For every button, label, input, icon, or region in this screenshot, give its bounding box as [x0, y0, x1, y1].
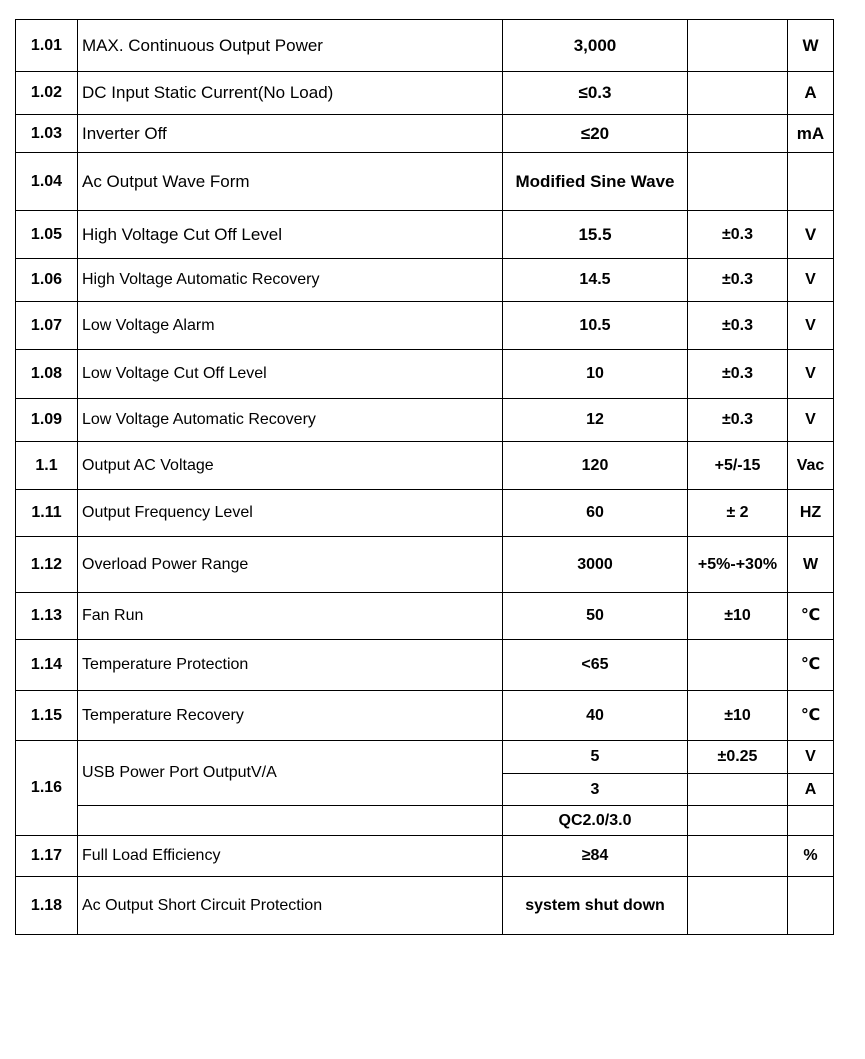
parameter-tolerance: [688, 115, 788, 153]
item-number: 1.01: [16, 20, 78, 72]
parameter-tolerance: [688, 640, 788, 691]
parameter-tolerance: ±0.25: [688, 741, 788, 774]
parameter-unit: V: [788, 741, 834, 774]
parameter-unit: V: [788, 399, 834, 442]
parameter-name: Low Voltage Cut Off Level: [78, 350, 503, 399]
parameter-unit: %: [788, 836, 834, 877]
parameter-value: ≤0.3: [503, 72, 688, 115]
table-row: [16, 490, 834, 537]
parameter-unit: ℃: [788, 691, 834, 741]
table-row: [16, 399, 834, 442]
parameter-unit: V: [788, 302, 834, 350]
spec-sheet: [15, 19, 834, 935]
item-number: 1.15: [16, 691, 78, 741]
parameter-name: MAX. Continuous Output Power: [78, 20, 503, 72]
table-row: [16, 442, 834, 490]
table-row: [16, 211, 834, 259]
parameter-value: Modified Sine Wave: [503, 153, 688, 211]
parameter-tolerance: [688, 836, 788, 877]
table-row: [16, 741, 834, 774]
item-number: 1.11: [16, 490, 78, 537]
parameter-name: Ac Output Wave Form: [78, 153, 503, 211]
table-row: [16, 691, 834, 741]
table-row: [16, 350, 834, 399]
parameter-value: 60: [503, 490, 688, 537]
parameter-name: Temperature Recovery: [78, 691, 503, 741]
parameter-name: Ac Output Short Circuit Protection: [78, 877, 503, 935]
spec-table-body: [16, 20, 834, 935]
parameter-value: 40: [503, 691, 688, 741]
parameter-unit: W: [788, 537, 834, 593]
parameter-value: 3: [503, 774, 688, 806]
item-number: 1.04: [16, 153, 78, 211]
item-number: 1.13: [16, 593, 78, 640]
parameter-name: Fan Run: [78, 593, 503, 640]
item-number: 1.14: [16, 640, 78, 691]
parameter-value: 10.5: [503, 302, 688, 350]
parameter-unit: V: [788, 211, 834, 259]
table-row: [16, 302, 834, 350]
parameter-tolerance: [688, 20, 788, 72]
parameter-tolerance: ±0.3: [688, 399, 788, 442]
parameter-name: Inverter Off: [78, 115, 503, 153]
table-row: [16, 259, 834, 302]
parameter-value: 10: [503, 350, 688, 399]
parameter-unit: V: [788, 259, 834, 302]
item-number: 1.16: [16, 741, 78, 836]
parameter-name: Low Voltage Automatic Recovery: [78, 399, 503, 442]
parameter-value: 3000: [503, 537, 688, 593]
parameter-tolerance: ±10: [688, 691, 788, 741]
parameter-name: High Voltage Cut Off Level: [78, 211, 503, 259]
parameter-name-empty: [78, 806, 503, 836]
parameter-value: 50: [503, 593, 688, 640]
parameter-tolerance: ±0.3: [688, 350, 788, 399]
parameter-tolerance: ±0.3: [688, 259, 788, 302]
parameter-value: <65: [503, 640, 688, 691]
parameter-value: 15.5: [503, 211, 688, 259]
item-number: 1.18: [16, 877, 78, 935]
parameter-tolerance: [688, 877, 788, 935]
parameter-unit: W: [788, 20, 834, 72]
table-row: [16, 153, 834, 211]
parameter-name: Overload Power Range: [78, 537, 503, 593]
parameter-tolerance: +5%-+30%: [688, 537, 788, 593]
item-number: 1.12: [16, 537, 78, 593]
parameter-name: Output AC Voltage: [78, 442, 503, 490]
item-number: 1.05: [16, 211, 78, 259]
parameter-tolerance: +5/-15: [688, 442, 788, 490]
table-row: [16, 115, 834, 153]
parameter-value: 5: [503, 741, 688, 774]
parameter-unit: A: [788, 774, 834, 806]
parameter-unit: Vac: [788, 442, 834, 490]
table-row: [16, 836, 834, 877]
parameter-tolerance: [688, 153, 788, 211]
parameter-tolerance: [688, 72, 788, 115]
table-row: [16, 806, 834, 836]
parameter-name: High Voltage Automatic Recovery: [78, 259, 503, 302]
parameter-unit: HZ: [788, 490, 834, 537]
parameter-tolerance: ± 2: [688, 490, 788, 537]
parameter-unit: V: [788, 350, 834, 399]
item-number: 1.1: [16, 442, 78, 490]
parameter-name: Output Frequency Level: [78, 490, 503, 537]
parameter-unit: [788, 153, 834, 211]
item-number: 1.09: [16, 399, 78, 442]
parameter-value: QC2.0/3.0: [503, 806, 688, 836]
parameter-value: 12: [503, 399, 688, 442]
item-number: 1.08: [16, 350, 78, 399]
item-number: 1.03: [16, 115, 78, 153]
parameter-value: ≤20: [503, 115, 688, 153]
parameter-value: system shut down: [503, 877, 688, 935]
parameter-value: 3,000: [503, 20, 688, 72]
table-row: [16, 20, 834, 72]
item-number: 1.02: [16, 72, 78, 115]
parameter-unit: ℃: [788, 593, 834, 640]
table-row: [16, 877, 834, 935]
parameter-name: DC Input Static Current(No Load): [78, 72, 503, 115]
table-row: [16, 593, 834, 640]
parameter-unit: ℃: [788, 640, 834, 691]
parameter-tolerance: [688, 806, 788, 836]
parameter-tolerance: [688, 774, 788, 806]
parameter-value: 14.5: [503, 259, 688, 302]
parameter-name: Temperature Protection: [78, 640, 503, 691]
table-row: [16, 537, 834, 593]
parameter-tolerance: ±0.3: [688, 302, 788, 350]
parameter-unit: [788, 877, 834, 935]
parameter-name: Low Voltage Alarm: [78, 302, 503, 350]
item-number: 1.17: [16, 836, 78, 877]
table-row: [16, 640, 834, 691]
parameter-unit: A: [788, 72, 834, 115]
spec-table: [15, 19, 834, 935]
parameter-name: USB Power Port OutputV/A: [78, 741, 503, 806]
parameter-tolerance: ±0.3: [688, 211, 788, 259]
parameter-unit: [788, 806, 834, 836]
parameter-value: ≥84: [503, 836, 688, 877]
item-number: 1.06: [16, 259, 78, 302]
item-number: 1.07: [16, 302, 78, 350]
table-row: [16, 72, 834, 115]
parameter-name: Full Load Efficiency: [78, 836, 503, 877]
parameter-value: 120: [503, 442, 688, 490]
parameter-tolerance: ±10: [688, 593, 788, 640]
parameter-unit: mA: [788, 115, 834, 153]
